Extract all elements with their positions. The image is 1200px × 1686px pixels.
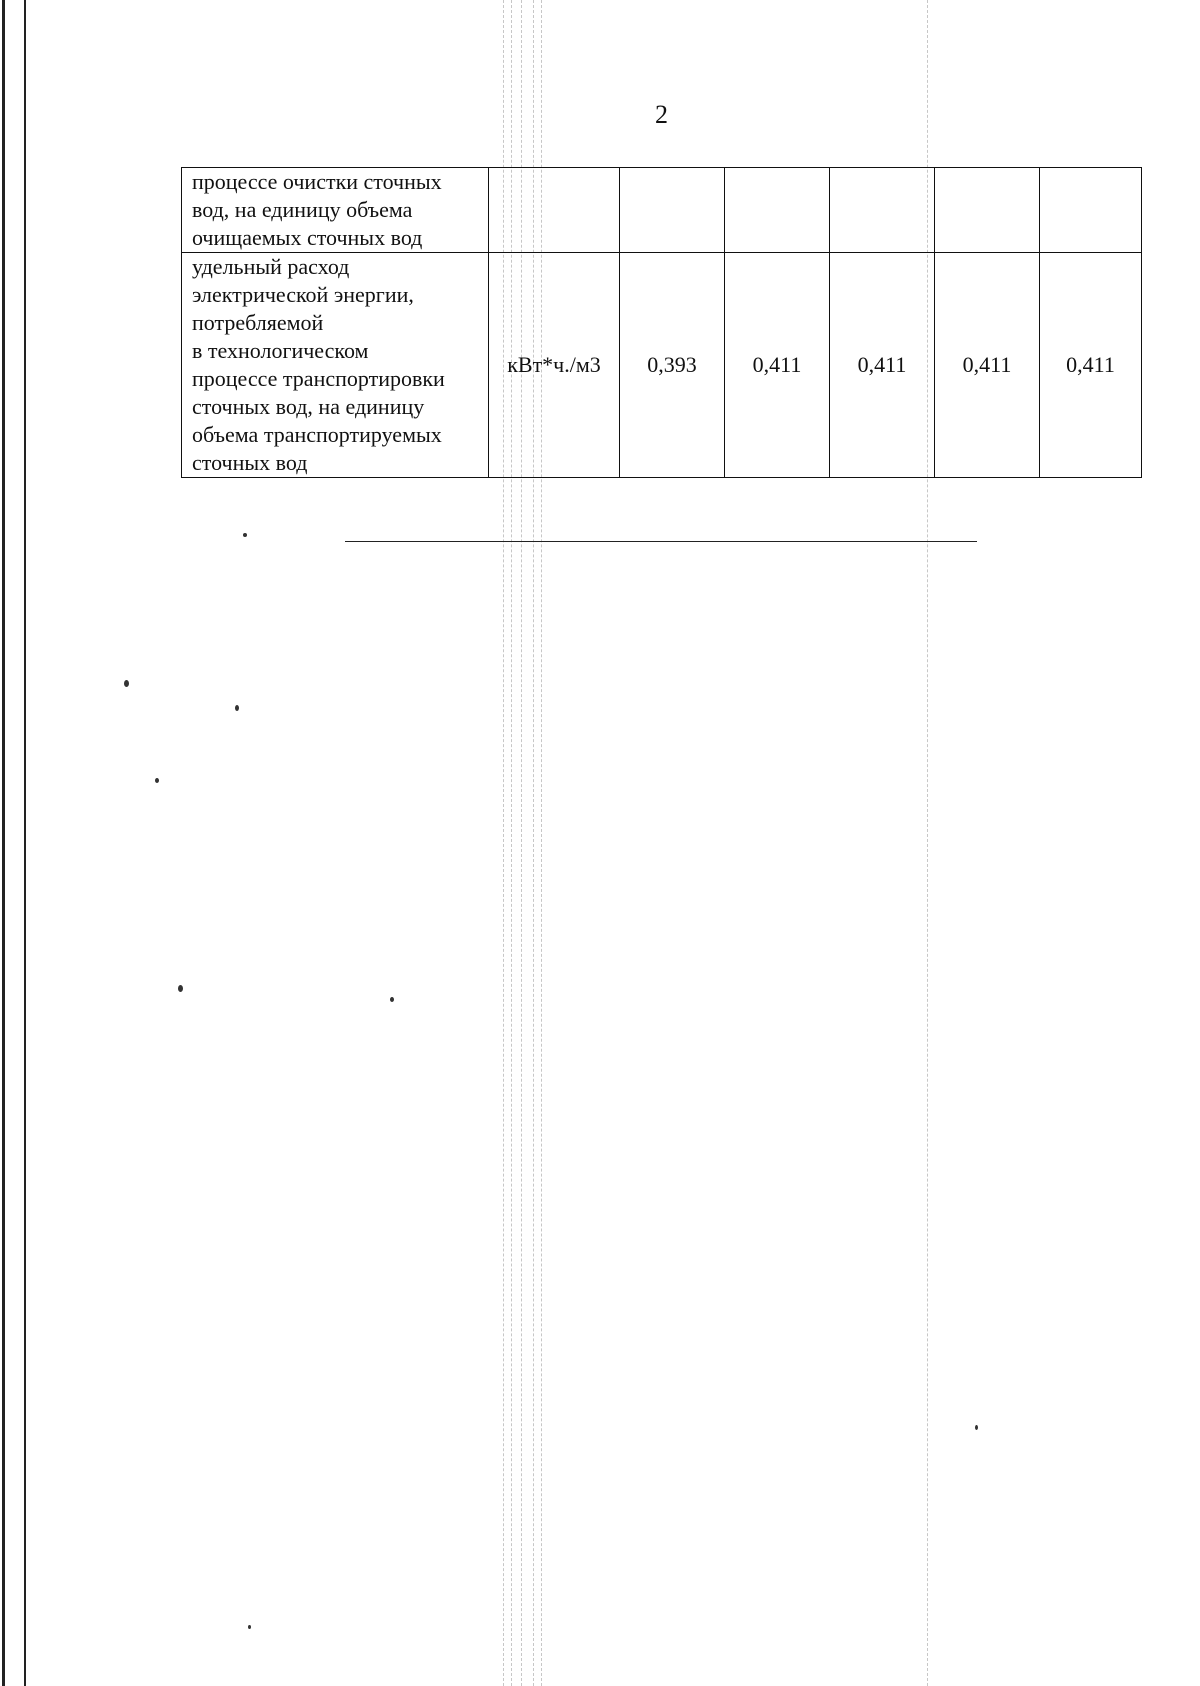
page-margin-line — [24, 0, 26, 1686]
indicator-description: процессе очистки сточных вод, на единицу объема очищаемых сточных вод — [182, 168, 489, 253]
value-cell: 0,393 — [620, 253, 725, 478]
unit-cell — [489, 168, 620, 253]
table-row — [182, 168, 1142, 253]
scan-speck — [975, 1425, 978, 1430]
scan-speck — [248, 1625, 251, 1629]
scan-speck — [178, 985, 183, 992]
scan-speck — [390, 997, 394, 1002]
value-cell: 0,411 — [935, 253, 1040, 478]
value-cell — [620, 168, 725, 253]
indicator-description: удельный расход электрической энергии, потребляемой в технологическом процессе транспортировки сточных вод, на единицу объема транспортируемых сточных вод — [182, 253, 489, 478]
page-edge-line — [2, 0, 5, 1686]
value-cell — [725, 168, 830, 253]
value-cell — [1040, 168, 1142, 253]
unit-cell: кВт*ч./м3 — [489, 253, 620, 478]
table-row — [182, 253, 1142, 478]
value-cell: 0,411 — [725, 253, 830, 478]
indicator-table — [181, 167, 1142, 478]
scan-speck — [243, 533, 247, 537]
value-cell: 0,411 — [830, 253, 935, 478]
value-cell — [830, 168, 935, 253]
value-cell — [935, 168, 1040, 253]
value-cell: 0,411 — [1040, 253, 1142, 478]
scan-speck — [235, 705, 239, 711]
scan-speck — [124, 680, 129, 687]
scan-speck — [155, 778, 159, 783]
closing-rule — [345, 541, 977, 542]
page-number: 2 — [655, 100, 668, 129]
